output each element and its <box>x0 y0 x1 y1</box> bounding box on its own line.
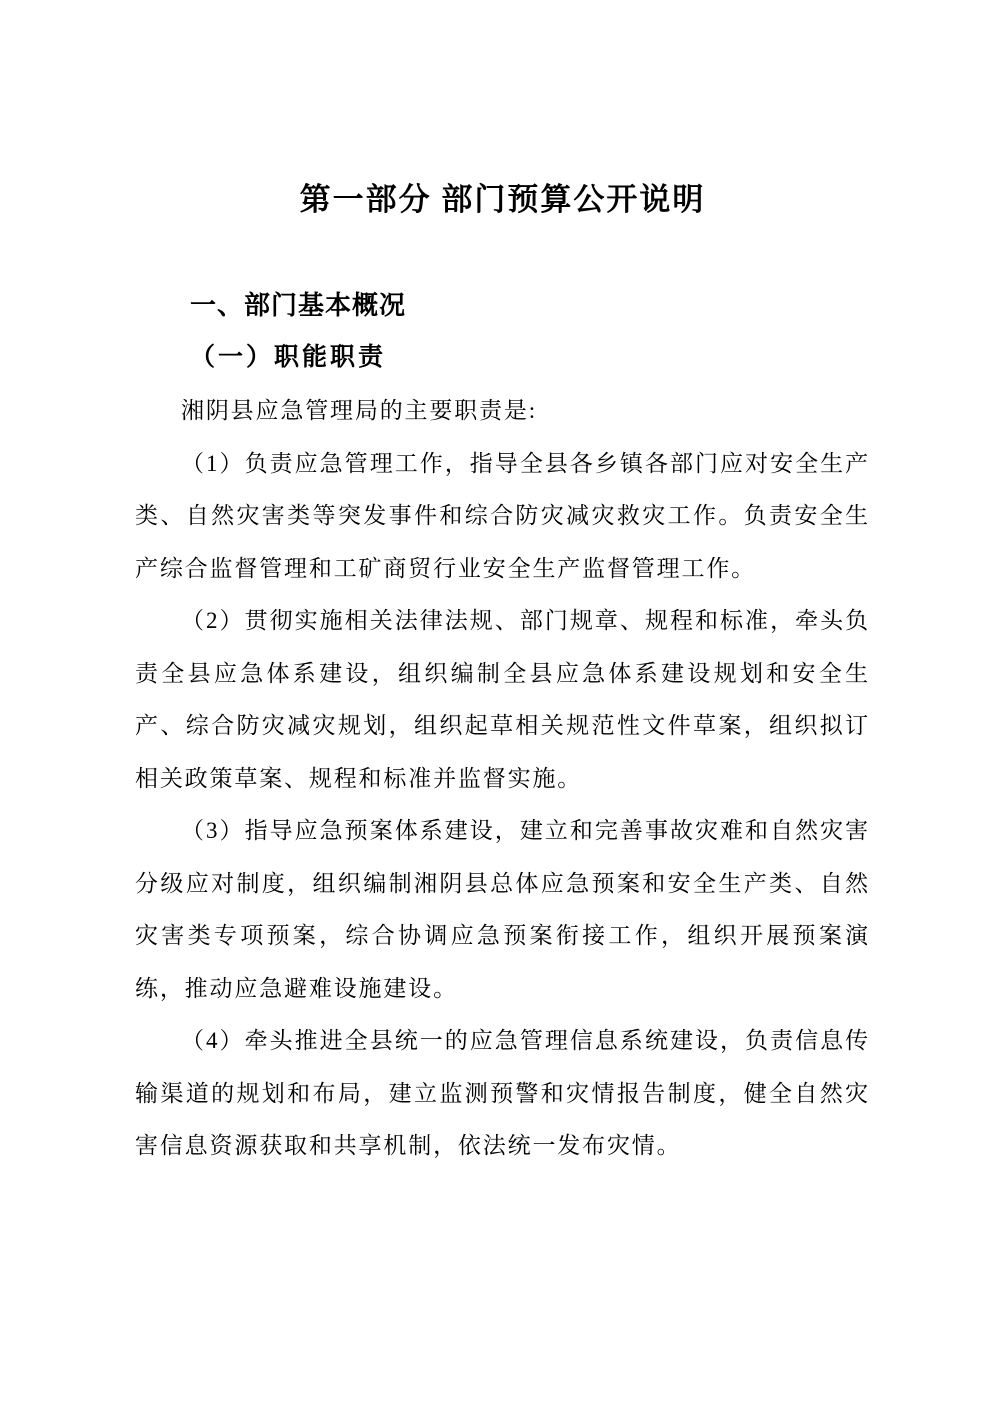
document-title: 第一部分 部门预算公开说明 <box>299 182 706 217</box>
duty-paragraph-1: （1）负责应急管理工作，指导全县各乡镇各部门应对安全生产类、自然灾害类等突发事件和综合防灾减灾救灾工作。负责安全生产综合监督管理和工矿商贸行业安全生产监督管理工作。 <box>135 450 870 581</box>
duty-paragraph-2: （2）贯彻实施相关法律法规、部门规章、规程和标准，牵头负责全县应急体系建设，组织编制全县应急体系建设规划和安全生产、综合防灾减灾规划，组织起草相关规范性文件草案，组织拟订相关政策草案、规程和标准并监督实施。 <box>135 608 870 791</box>
section-heading: 一、部门基本概况 <box>190 290 407 320</box>
subsection-heading: （一）职能职责 <box>190 343 387 371</box>
intro-paragraph: 湘阴县应急管理局的主要职责是: <box>181 398 537 423</box>
body-text <box>135 385 870 1173</box>
duty-paragraph-4: （4）牵头推进全县统一的应急管理信息系统建设，负责信息传输渠道的规划和布局，建立监测预警和灾情报告制度，健全自然灾害信息资源获取和共享机制，依法统一发布灾情。 <box>135 1028 870 1158</box>
duty-paragraph-3: （3）指导应急预案体系建设，建立和完善事故灾难和自然灾害分级应对制度，组织编制湘阴县总体应急预案和安全生产类、自然灾害类专项预案，综合协调应急预案衔接工作，组织开展预案演练，推动应急避难设施建设。 <box>135 818 870 1001</box>
